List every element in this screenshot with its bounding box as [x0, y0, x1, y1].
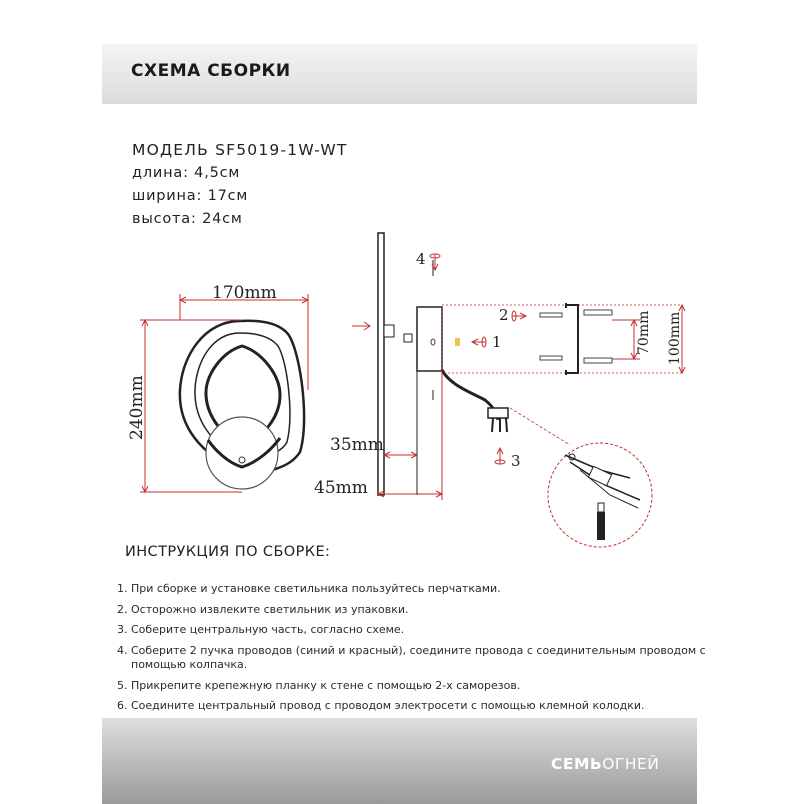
- instructions-title: ИНСТРУКЦИЯ ПО СБОРКЕ:: [125, 544, 331, 560]
- step-2-label: 2: [499, 306, 509, 324]
- dim-45-label: 45mm: [314, 478, 368, 498]
- dim-70-label: 70mm: [636, 310, 652, 355]
- step-4-label: 4: [416, 250, 426, 268]
- spec-length: длина: 4,5см: [132, 165, 241, 181]
- step-1-label: 1: [492, 333, 502, 351]
- lamp-side-view: [378, 233, 508, 495]
- dim-35-label: 35mm: [330, 435, 384, 455]
- step-arrows: [430, 254, 526, 464]
- page-title: СХЕМА СБОРКИ: [131, 61, 291, 81]
- dim-width-label: 170mm: [212, 283, 277, 303]
- dim-100-label: 100mm: [667, 311, 683, 365]
- instructions-list: [117, 582, 717, 720]
- insert-arrow: [352, 322, 370, 330]
- dim-height-label: 240mm: [127, 375, 147, 440]
- list-item: 5. Прикрепите крепежную планку к стене с помощью 2-х саморезов.: [117, 678, 521, 692]
- lamp-front-view: [180, 321, 304, 489]
- step-3-label: 3: [511, 452, 521, 470]
- wire-detail-zoom: [510, 408, 652, 547]
- brand-logo: СЕМЬОГНЕЙ: [551, 755, 660, 773]
- list-item: 6. Соедините центральный провод с проводом электросети с помощью клемной колодки.: [117, 699, 645, 712]
- list-item: 4. Соберите 2 пучка проводов (синий и красный), соедините провода с соединительным проводом с помощью колпачка.: [117, 643, 706, 671]
- model-name: МОДЕЛЬ SF5019-1W-WT: [132, 141, 348, 159]
- spec-width: ширина: 17см: [132, 188, 249, 204]
- spec-height: высота: 24см: [132, 211, 243, 227]
- list-item: 1. При сборке и установке светильника пользуйтесь перчатками.: [117, 582, 501, 595]
- list-item: 3. Соберите центральную часть, согласно схеме.: [117, 623, 405, 636]
- list-item: 2. Осторожно извлеките светильник из упаковки.: [117, 602, 409, 616]
